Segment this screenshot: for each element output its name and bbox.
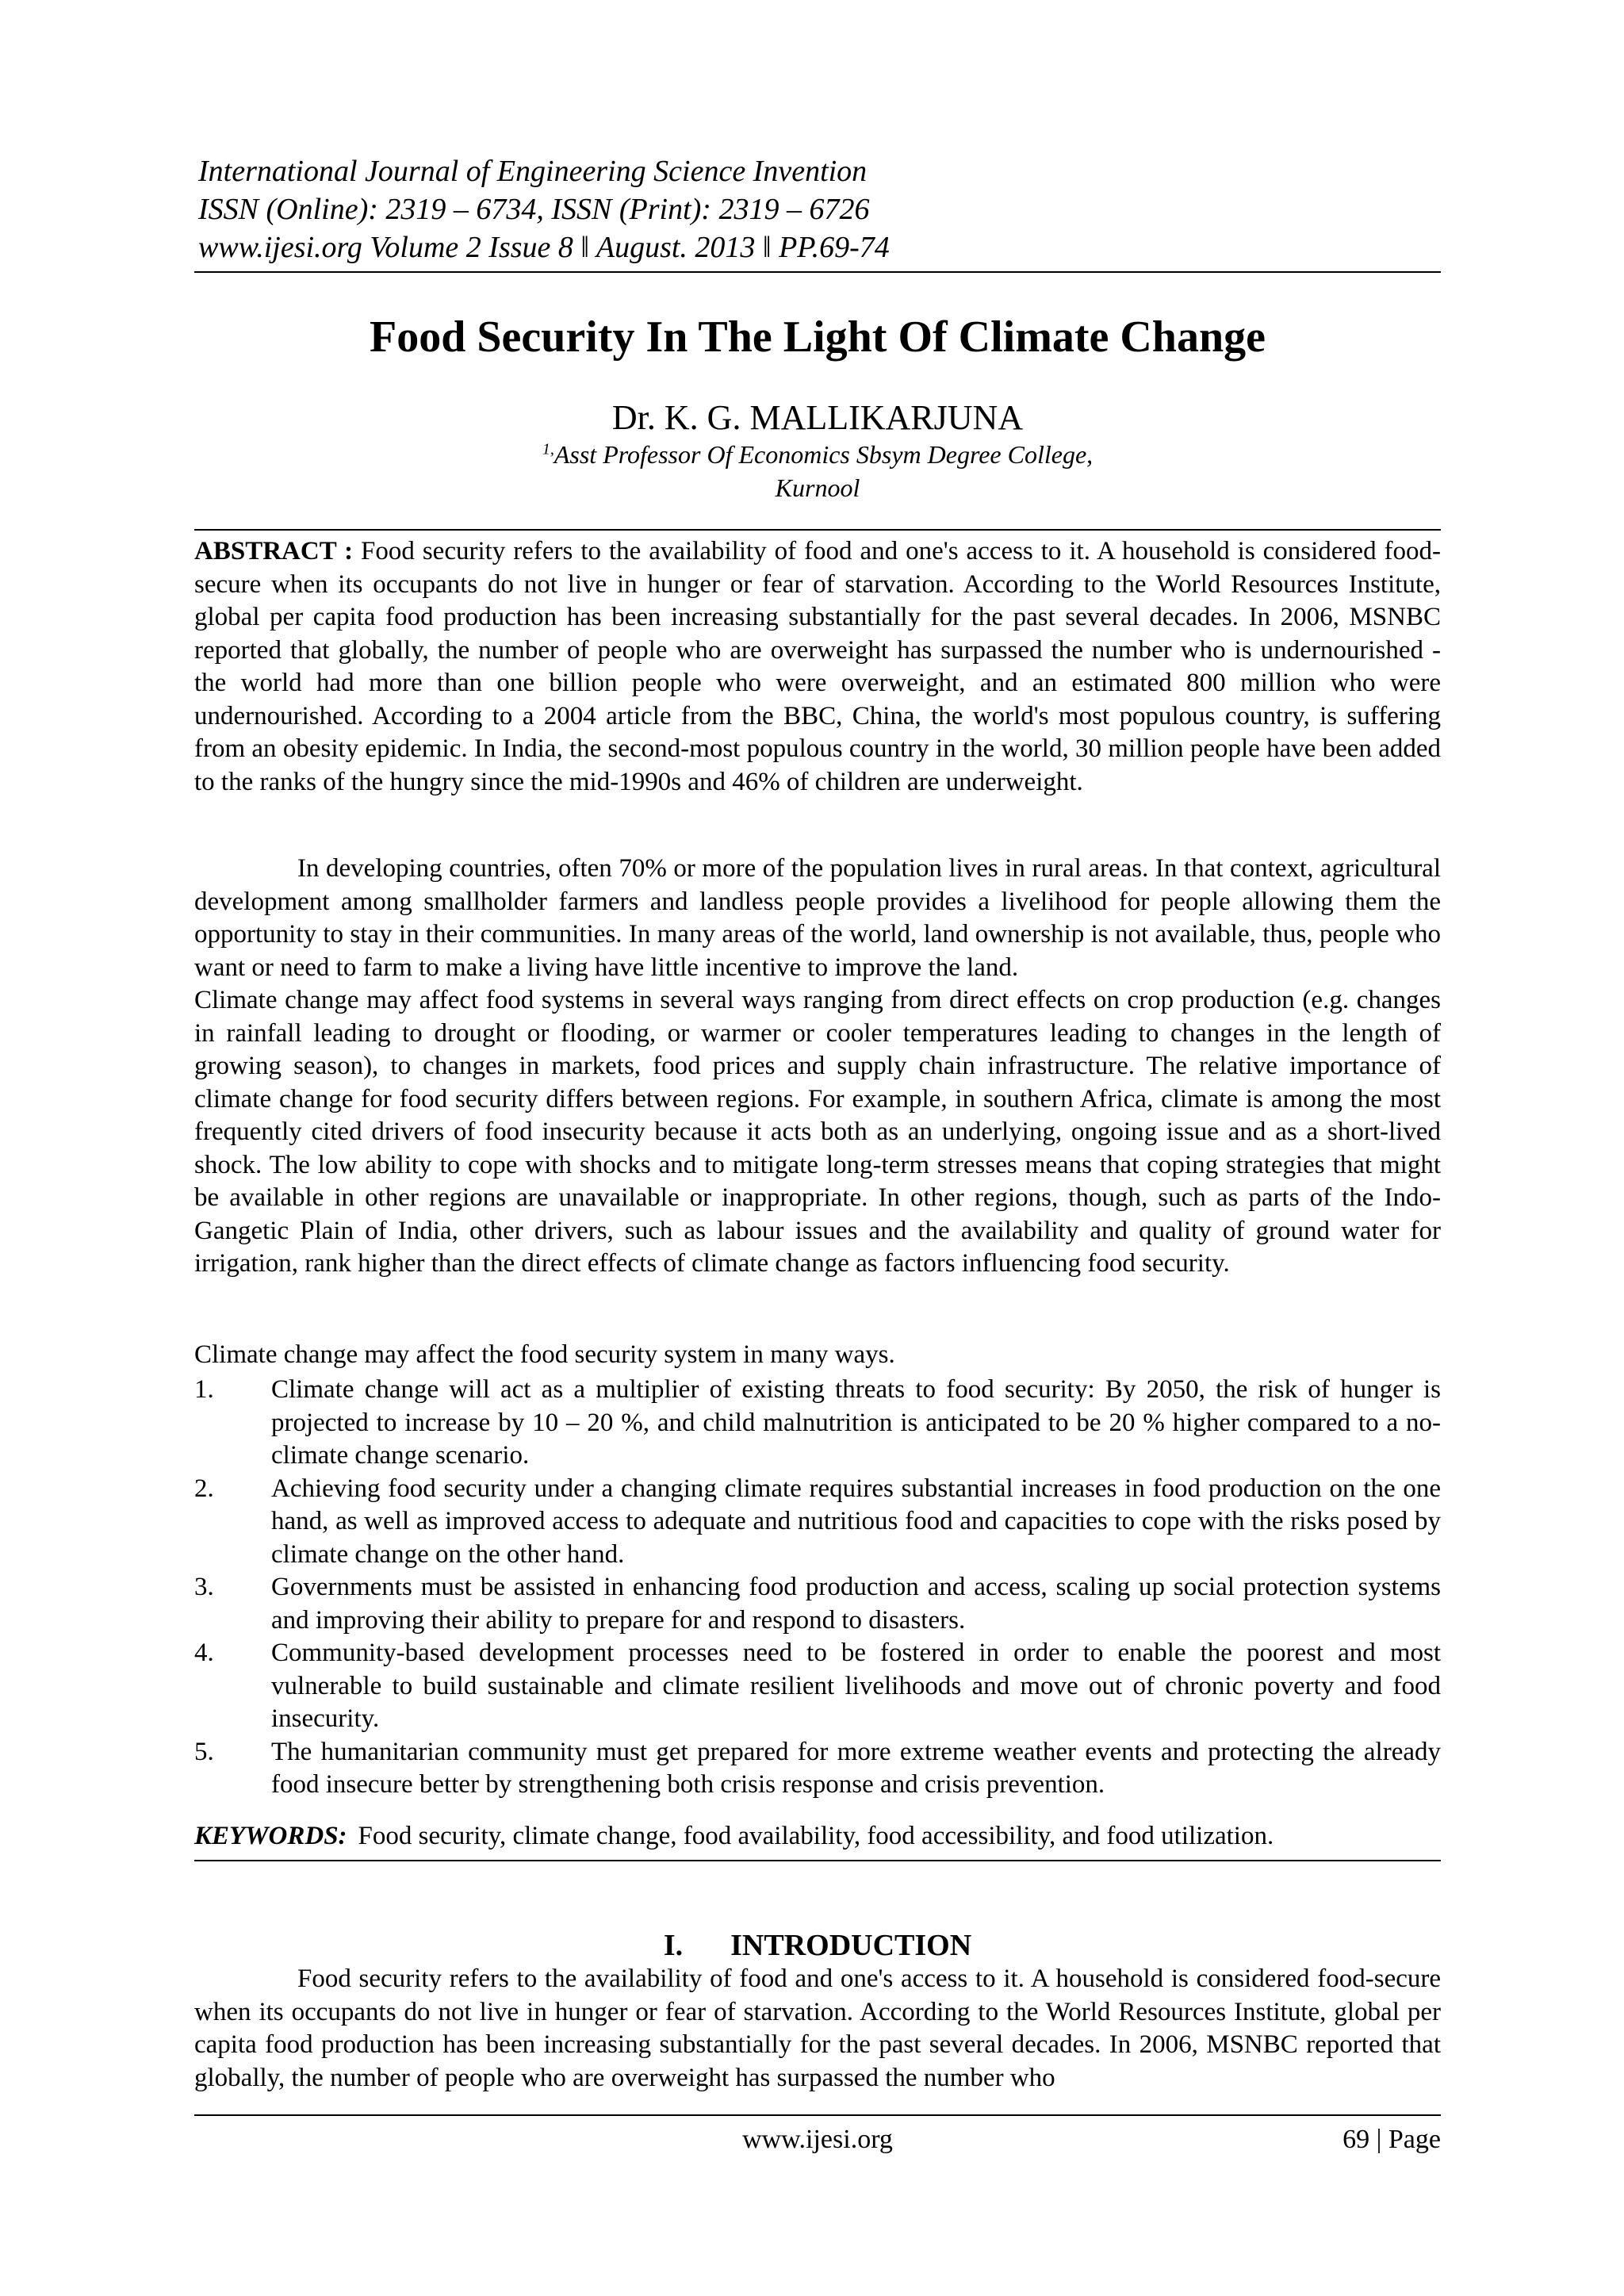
section-number: I. — [663, 1929, 684, 1962]
list-item — [194, 1571, 1441, 1637]
affiliation-line-1: Asst Professor Of Economics Sbsym Degree College, — [553, 440, 1094, 469]
abstract-top-rule — [194, 529, 1441, 531]
list-item-text: Governments must be assisted in enhancing food production and access, scaling up social protection systems and improving their ability to prepare for and respond to disasters. — [271, 1573, 1441, 1635]
list-item-number: 3. — [194, 1573, 214, 1601]
keywords-rule — [194, 1860, 1441, 1861]
list-item — [194, 1473, 1441, 1572]
keywords-label: KEYWORDS: — [194, 1822, 347, 1850]
paper-title: Food Security In The Light Of Climate Change — [370, 312, 1266, 362]
list-item — [194, 1637, 1441, 1736]
introduction-paragraph: Food security refers to the availability of food and one's access to it. A household is considered food-secure when its occupants do not live in hunger or fear of starvation. According to the World Resources Institute, global per capita food production has been increasing substantially for the past several decades. In 2006, MSNBC reported that globally, the number of people who are overweight has surpassed the number who — [194, 1964, 1441, 2092]
journal-issue: www.ijesi.org Volume 2 Issue 8 ǁ August. 2013 ǁ PP.69-74 — [198, 231, 890, 264]
keywords — [194, 1820, 1441, 1853]
author-affiliation — [194, 438, 1441, 504]
list-item — [194, 1736, 1441, 1802]
body-paragraph-1: In developing countries, often 70% or more of the population lives in rural areas. In that context, agricultural development among smallholder farmers and landless people provides a livelihood for people allowing them the opportunity to stay in their communities. In many areas of the world, land ownership is not available, thus, people who want or need to farm to make a living have little incentive to improve the land. — [194, 854, 1441, 982]
section-title: INTRODUCTION — [730, 1929, 972, 1962]
footer-page-number: 69 | Page — [1342, 2125, 1441, 2154]
abstract-text: Food security refers to the availability of food and one's access to it. A household is considered food-secure when its occupants do not live in hunger or fear of starvation. According to the World Resources Institute, global per capita food production has been increasing substantially for the past several decades. In 2006, MSNBC reported that globally, the number of people who are overweight has surpassed the number who is undernourished - the world had more than one billion people who were overweight, and an estimated 800 million who were undernourished. According to a 2004 article from the BBC, China, the world's most populous country, is suffering from an obesity epidemic. In India, the second-most populous country in the world, 30 million people have been added to the ranks of the hungry since the mid-1990s and 46% of children are underweight. — [194, 537, 1441, 796]
abstract — [194, 535, 1441, 799]
list-item-text: Achieving food security under a changing climate requires substantial increases in food production on the one hand, as well as improved access to adequate and nutritious food and capacities to cope with the risks posed by climate change on the other hand. — [271, 1474, 1441, 1569]
footer-rule — [194, 2114, 1441, 2116]
list-lead — [194, 1339, 1441, 1372]
introduction — [194, 1963, 1441, 2095]
body-paragraphs — [194, 853, 1441, 1281]
list-item-number: 1. — [194, 1375, 214, 1404]
author-name: Dr. K. G. MALLIKARJUNA — [611, 398, 1024, 437]
journal-header — [198, 152, 1443, 266]
affiliation-mark: 1, — [542, 440, 554, 458]
section-heading — [194, 1927, 1441, 1964]
header-rule — [194, 271, 1441, 273]
list-item-number: 5. — [194, 1737, 214, 1766]
list-lead-text: Climate change may affect the food security system in many ways. — [194, 1340, 895, 1369]
affiliation-line-2: Kurnool — [775, 473, 860, 502]
list-item-text: The humanitarian community must get prepared for more extreme weather events and protecting the already food insecure better by strengthening both crisis response and crisis prevention. — [271, 1737, 1441, 1799]
keywords-text: Food security, climate change, food availability, food accessibility, and food utilization. — [358, 1822, 1274, 1850]
footer-url: www.ijesi.org — [742, 2125, 893, 2154]
list-item-number: 4. — [194, 1639, 214, 1667]
body-paragraph-2: Climate change may affect food systems in several ways ranging from direct effects on crop production (e.g. changes in rainfall leading to drought or flooding, or warmer or cooler temperatures leading to changes in the length of growing season), to changes in markets, food prices and supply chain infrastructure. The relative importance of climate change for food security differs between regions. For example, in southern Africa, climate is among the most frequently cited drivers of food insecurity because it acts both as an underlying, ongoing issue and as a short-lived shock. The low ability to cope with shocks and to mitigate long-term stresses means that coping strategies that might be available in other regions are unavailable or inappropriate. In other regions, though, such as parts of the Indo-Gangetic Plain of India, other drivers, such as labour issues and the availability and quality of ground water for irrigation, rank higher than the direct effects of climate change as factors influencing food security. — [194, 986, 1441, 1278]
numbered-list — [194, 1374, 1441, 1802]
journal-issn: ISSN (Online): 2319 – 6734, ISSN (Print): 2319 – 6726 — [198, 193, 870, 226]
list-item-text: Community-based development processes need to be fostered in order to enable the poorest and most vulnerable to build sustainable and climate resilient livelihoods and move out of chronic poverty and food insecurity. — [271, 1639, 1441, 1733]
abstract-label: ABSTRACT : — [194, 537, 354, 565]
journal-name: International Journal of Engineering Science Invention — [198, 155, 868, 188]
list-item-text: Climate change will act as a multiplier of existing threats to food security: By 2050, the risk of hunger is projected to increase by 10 – 20 %, and child malnutrition is anticipated to be 20 % higher compared to a no-climate change scenario. — [271, 1375, 1441, 1470]
list-item-number: 2. — [194, 1474, 214, 1503]
list-item — [194, 1374, 1441, 1473]
